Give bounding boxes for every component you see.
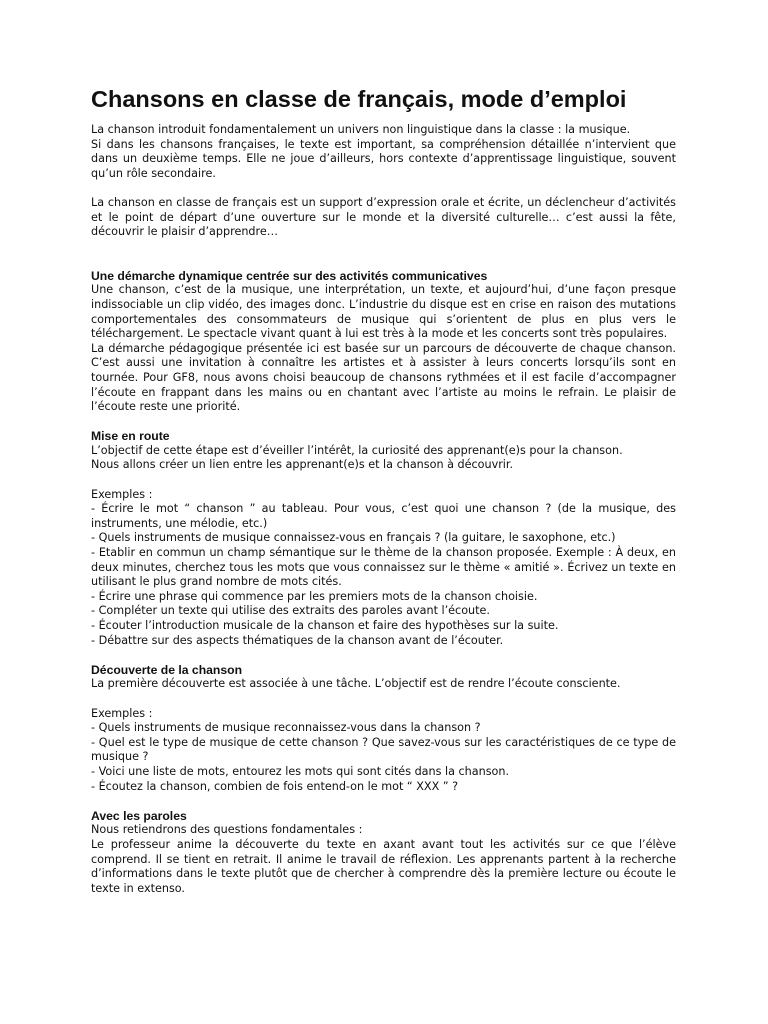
example-item: - Quels instruments de musique connaissez-vous en français ? (la guitare, le saxophone, etc.)	[91, 531, 616, 545]
spacer	[91, 415, 676, 430]
document-page	[91, 84, 676, 896]
example-item: - Etablir en commun un champ sémantique sur le thème de la chanson proposée. Exemple : À deux, en deux minutes, cherchez tous les mots que vous connaissez sur le thème « amitié ». Écrivez un texte en utilisant le plus grand nombre de mots cités.	[91, 546, 676, 589]
example-item: - Débattre sur des aspects thématiques de la chanson avant de l’écouter.	[91, 633, 504, 647]
intro-paragraph-1: La chanson introduit fondamentalement un univers non linguistique dans la classe : la musique.	[91, 123, 631, 136]
section2-paragraph-2: Nous allons créer un lien entre les apprenant(e)s et la chanson à découvrir.	[91, 458, 514, 472]
example-item: - Compléter un texte qui utilise des extraits des paroles avant l’écoute.	[91, 604, 490, 618]
spacer	[91, 648, 676, 663]
section4-paragraph-1: Nous retiendrons des questions fondamentales :	[91, 823, 363, 837]
section-heading-mise-en-route: Mise en route	[91, 429, 170, 444]
spacer	[91, 794, 676, 809]
example-item: - Écrire le mot “ chanson ” au tableau. Pour vous, c’est quoi une chanson ? (de la musique, des instruments, une mélodie, etc.)	[91, 502, 676, 530]
section1-paragraph-1: Une chanson, c’est de la musique, une interprétation, un texte, et aujourd’hui, d’une façon presque indissociable un clip vidéo, des images donc. L’industrie du disque est en crise en raison des mutations comportementales des consommateurs de musique qui s’orientent de plus en plus vers le téléchargement. Le spectacle vivant quant à lui est très à la mode et les concerts sont très populaires.	[91, 283, 676, 341]
example-item: - Voici une liste de mots, entourez les mots qui sont cités dans la chanson.	[91, 764, 510, 778]
spacer	[91, 473, 676, 488]
section1-paragraph-2: La démarche pédagogique présentée ici est basée sur un parcours de découverte de chaque chanson. C’est aussi une invitation à connaître les artistes et à assister à leurs concerts lorsqu’ils sont en tournée. Pour GF8, nous avons choisi beaucoup de chansons rythmées et il est facile d’accompagner l’écoute en frappant dans les mains ou en chantant avec l’artiste au moins le refrain. Le plaisir de l’écoute reste une priorité.	[91, 341, 676, 414]
spacer	[91, 692, 676, 707]
section2-paragraph-1: L’objectif de cette étape est d’éveiller l’intérêt, la curiosité des apprenant(e)s pour la chanson.	[91, 443, 623, 457]
section4-paragraph-2: Le professeur anime la découverte du texte en axant avant tout les activités sur ce que l’élève comprend. Il se tient en retrait. Il anime le travail de réflexion. Les apprenants partent à la recherche d’informations dans le texte plutôt que de chercher à comprendre dès la première lecture ou écoute le texte in extenso.	[91, 837, 676, 895]
example-item: - Écoutez la chanson, combien de fois entend-on le mot “ XXX ” ?	[91, 779, 459, 793]
page-title: Chansons en classe de français, mode d’emploi	[91, 86, 627, 112]
section-heading-demarche: Une démarche dynamique centrée sur des activités communicatives	[91, 268, 488, 283]
example-item: - Quel est le type de musique de cette chanson ? Que savez-vous sur les caractéristiques de ce type de musique ?	[91, 735, 676, 764]
intro-paragraph-3: La chanson en classe de français est un support d’expression orale et écrite, un déclencheur d’activités et le point de départ d’une ouverture sur le monde et la diversité culturelle… c’est aussi la fête, découvrir le plaisir d’apprendre…	[91, 195, 676, 239]
example-item: - Quels instruments de musique reconnaissez-vous dans la chanson ?	[91, 721, 481, 735]
spacer	[91, 240, 676, 269]
section3-paragraph: La première découverte est associée à une tâche. L’objectif est de rendre l’écoute consciente.	[91, 677, 621, 691]
spacer	[91, 181, 676, 196]
examples-label: Exemples :	[91, 706, 153, 720]
section-heading-decouverte: Découverte de la chanson	[91, 662, 243, 677]
section-heading-paroles: Avec les paroles	[91, 808, 187, 823]
example-item: - Écouter l’introduction musicale de la chanson et faire des hypothèses sur la suite.	[91, 619, 559, 632]
example-item: - Écrire une phrase qui commence par les premiers mots de la chanson choisie.	[91, 589, 538, 603]
examples-label: Exemples :	[91, 487, 153, 501]
intro-paragraph-2: Si dans les chansons françaises, le texte est important, sa compréhension détaillée n’intervient que dans un deuxième temps. Elle ne joue d’ailleurs, hors contexte d’apprentissage linguistique, souvent qu’un rôle secondaire.	[91, 137, 676, 180]
